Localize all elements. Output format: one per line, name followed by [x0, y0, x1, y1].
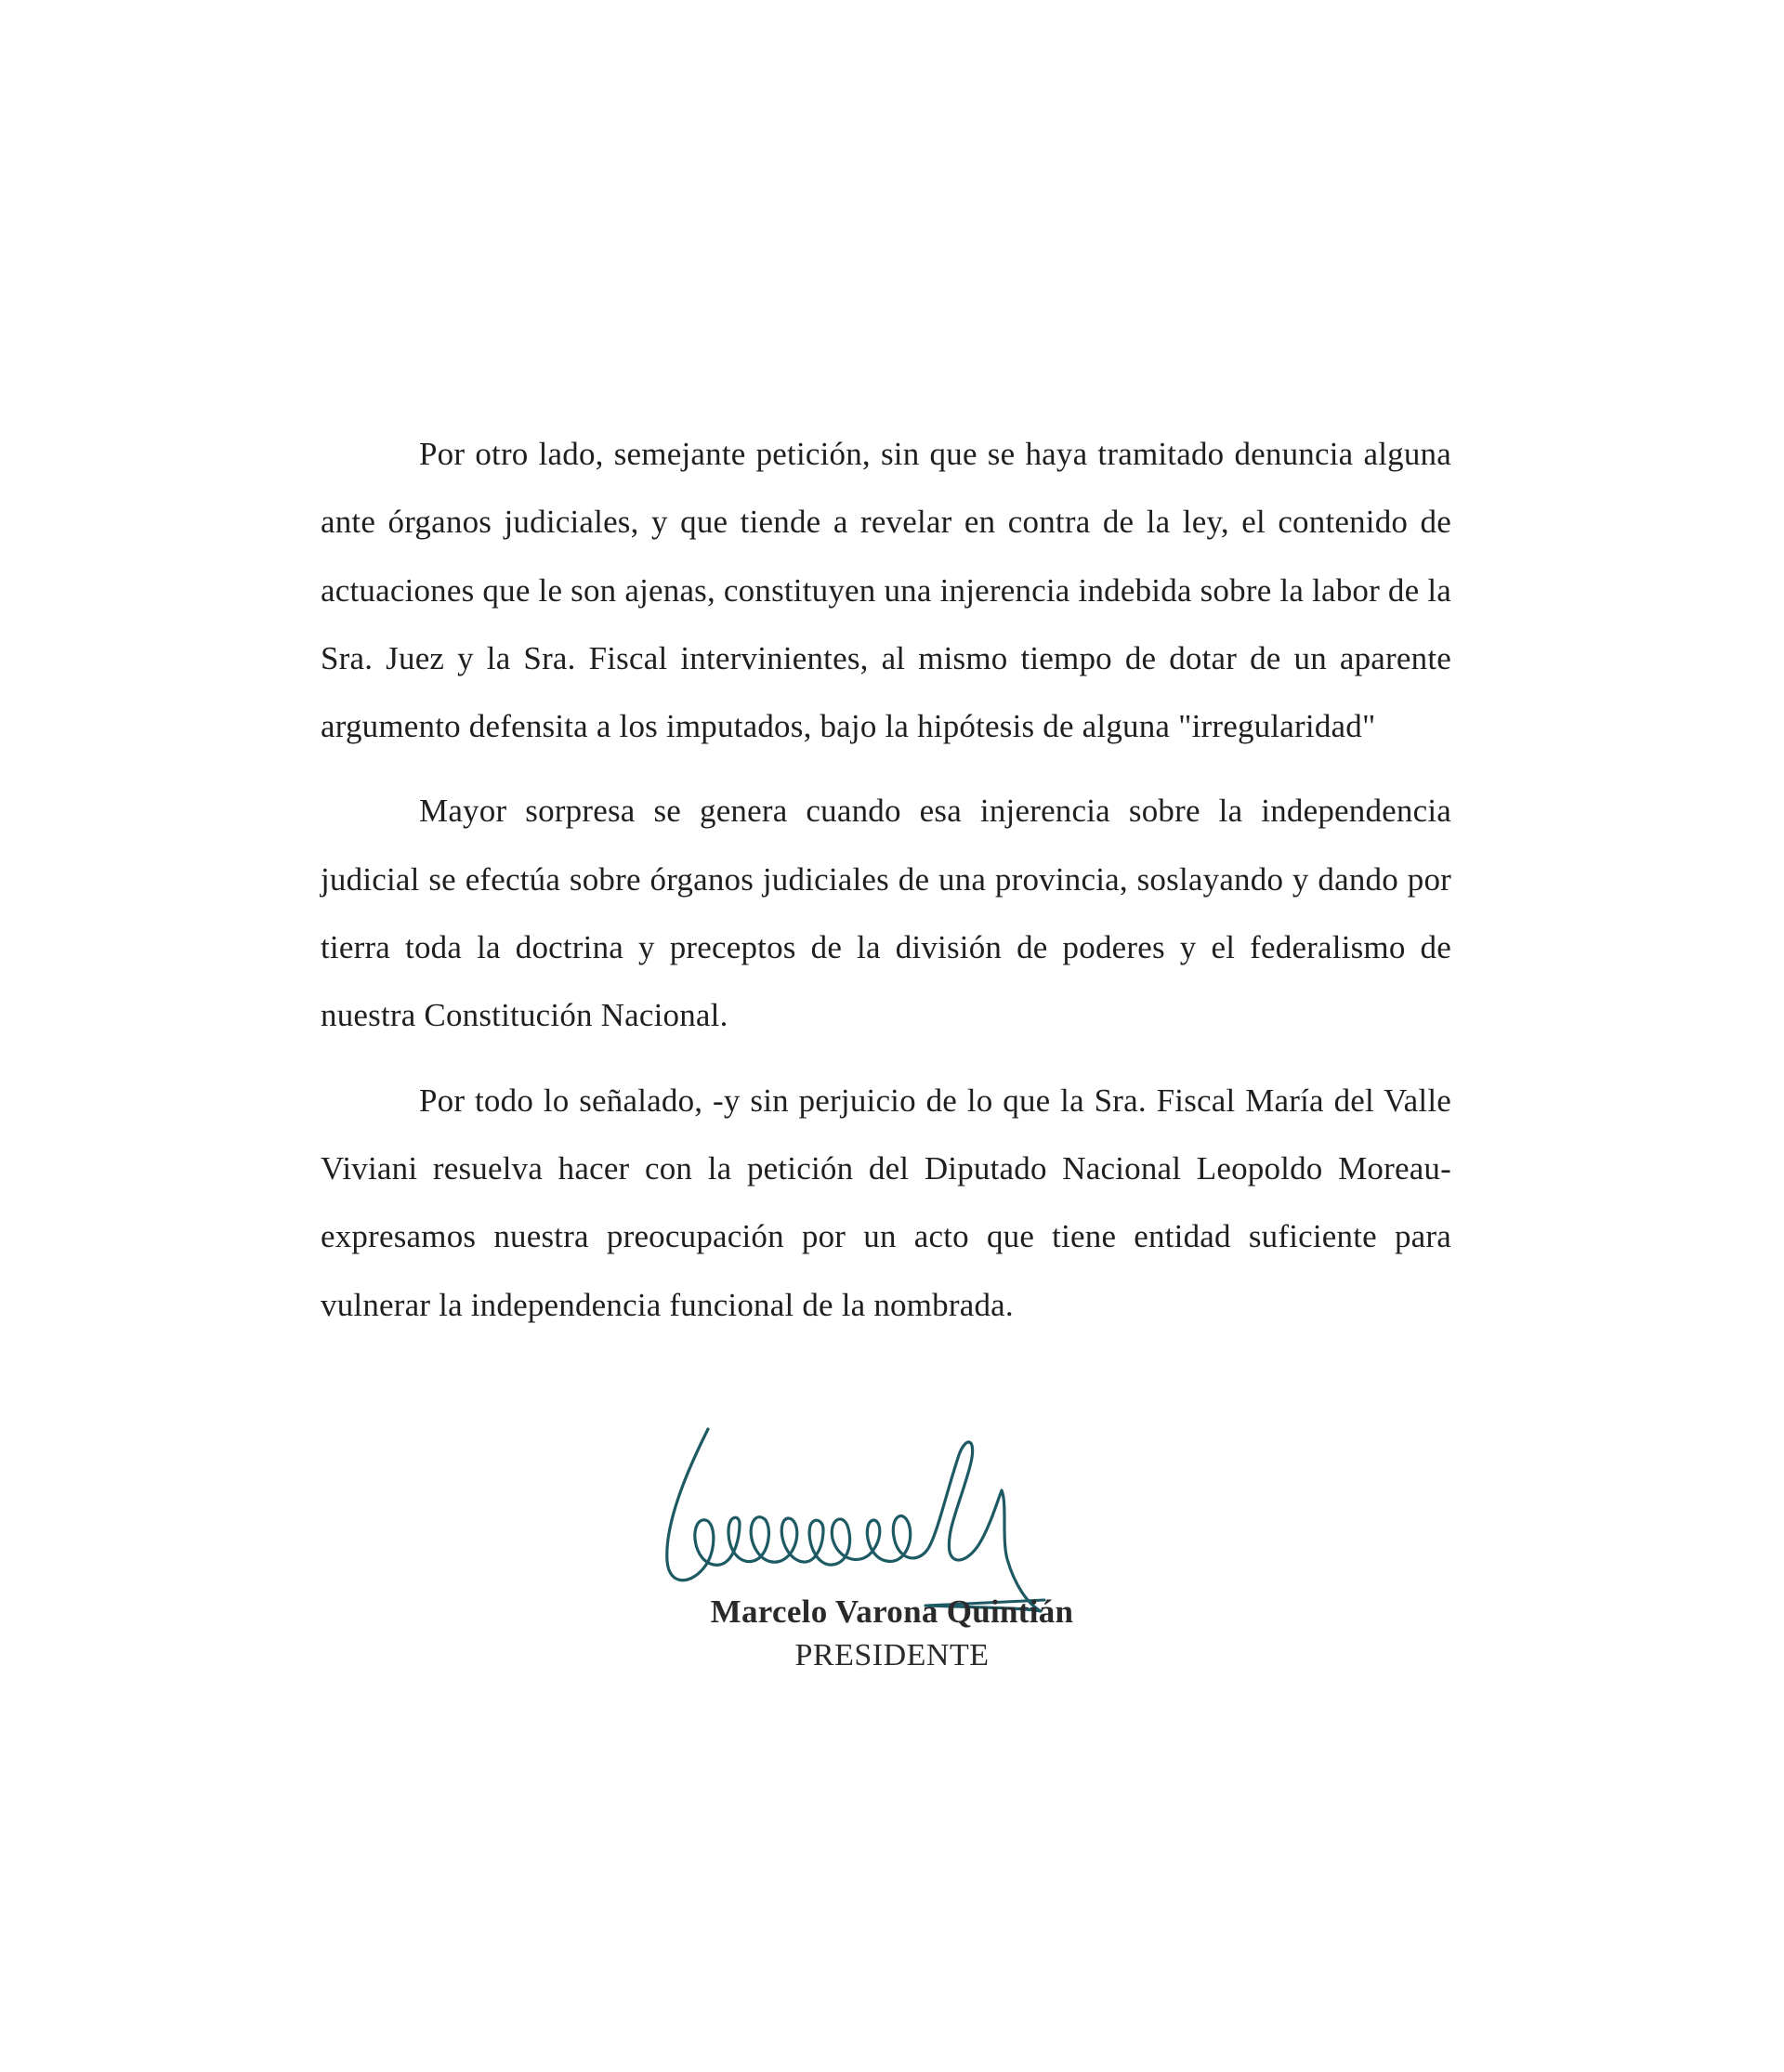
- paragraph-1: Por otro lado, semejante petición, sin que se haya tramitado denuncia alguna ante órganos judiciales, y que tiende a revelar en contra de la ley, el contenido de actuaciones que le son ajenas, constituyen una injerencia indebida sobre la labor de la Sra. Juez y la Sra. Fiscal intervinientes, al mismo tiempo de dotar de un aparente argumento defensita a los imputados, bajo la hipótesis de alguna "irregularidad": [321, 436, 1451, 745]
- letter-body: [321, 420, 1451, 1356]
- handwritten-signature: [650, 1401, 1115, 1615]
- signer-name: Marcelo Varona Quintián: [710, 1593, 1074, 1630]
- signer-title: PRESIDENTE: [794, 1638, 990, 1672]
- paragraph-2: Mayor sorpresa se genera cuando esa injerencia sobre la independencia judicial se efectúa sobre órganos judiciales de una provincia, soslayando y dando por tierra toda la doctrina y preceptos de la división de poderes y el federalismo de nuestra Constitución Nacional.: [321, 793, 1451, 1034]
- signature-stroke: [667, 1429, 1041, 1611]
- paragraph-3: Por todo lo señalado, -y sin perjuicio de lo que la Sra. Fiscal María del Valle Viviani resuelva hacer con la petición del Diputado Nacional Leopoldo Moreau- expresamos nuestra preocupación por un acto que tiene entidad suficiente para vulnerar la independencia funcional de la nombrada.: [321, 1082, 1451, 1323]
